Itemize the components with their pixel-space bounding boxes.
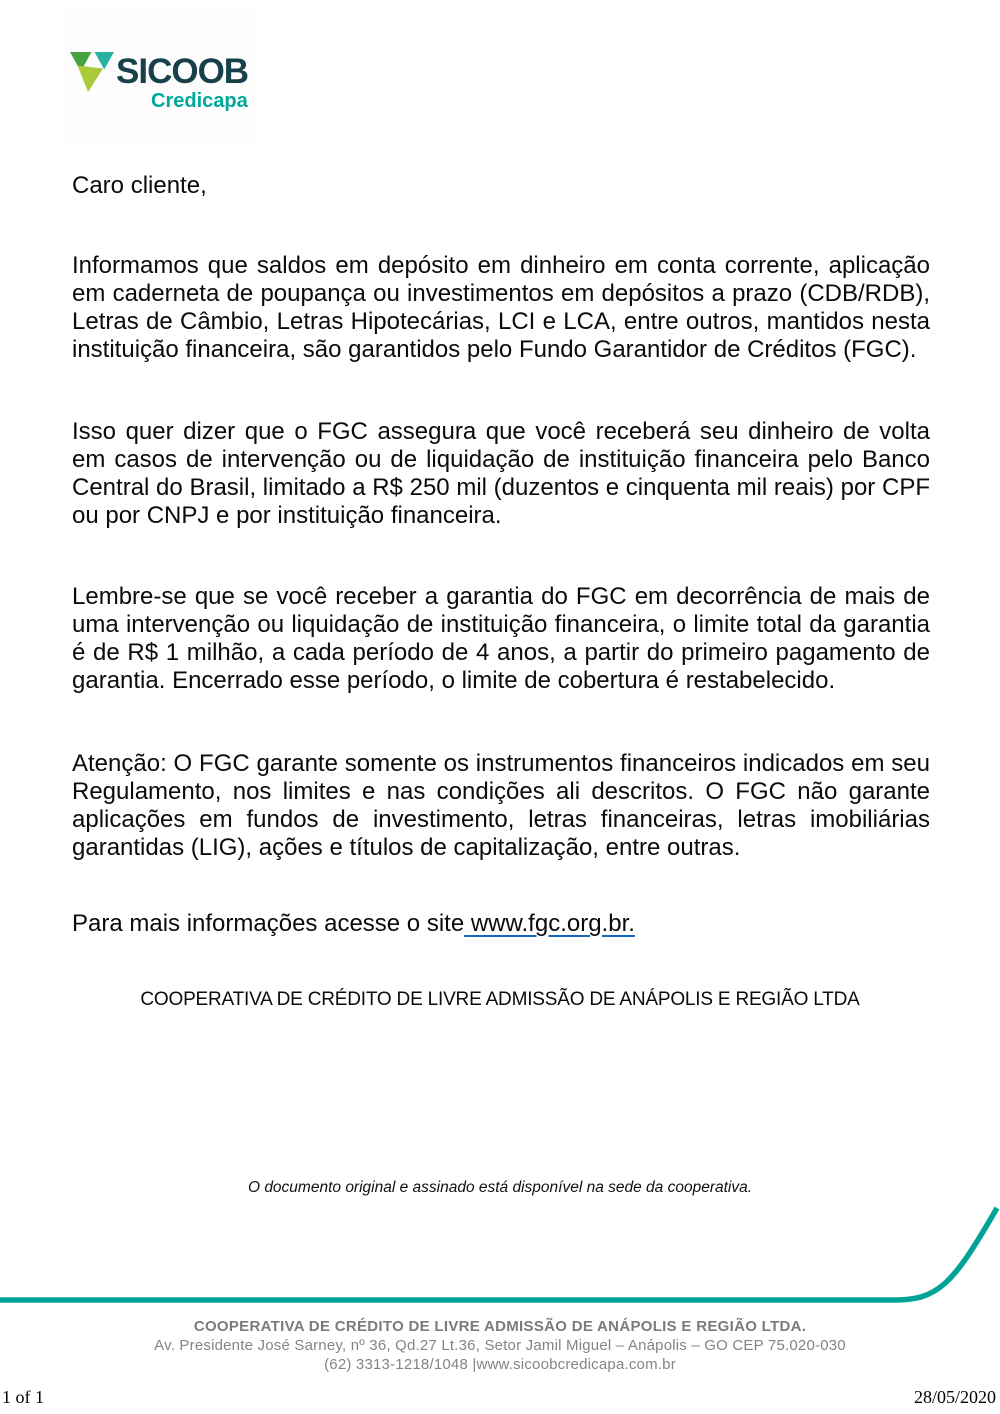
footer-address: Av. Presidente José Sarney, nº 36, Qd.27 Lt.36, Setor Jamil Miguel – Anápolis – GO CEP 75.020-030 — [154, 1337, 846, 1354]
paragraph-fgc-attention: Atenção: O FGC garante somente os instrumentos financeiros indicados em seu Regulamento, nos limites e nas condições ali descritos. O FGC não garante aplicações em fundos de investimento, letras financeiras, letras imobiliárias garantidas (LIG), ações e títulos de capitalização, entre outras. — [72, 750, 930, 861]
sicoob-triangle-icon — [70, 52, 114, 92]
teal-swoosh-line — [0, 1200, 1000, 1310]
logo-brand-text: SICOOB — [116, 52, 249, 91]
closing-line — [72, 910, 930, 938]
page-indicator: 1 of 1 — [2, 1387, 44, 1407]
closing-prefix-text: Para mais informações acesse o site — [72, 910, 465, 937]
sicoob-logo — [65, 10, 257, 140]
paragraph-fgc-total-limit: Lembre-se que se você receber a garantia do FGC em decorrência de mais de uma intervenção ou liquidação de instituição financeira, o limite total da garantia é de R$ 1 milhão, a cada período de 4 anos, a partir do primeiro pagamento de garantia. Encerrado esse período, o limite de cobertura é restabelecido. — [72, 583, 930, 694]
paragraph-fgc-guarantee: Informamos que saldos em depósito em dinheiro em conta corrente, aplicação em caderneta de poupança ou investimentos em depósitos a prazo (CDB/RDB), Letras de Câmbio, Letras Hipotecárias, LCI e LCA, entre outros, mantidos nesta instituição financeira, são garantidos pelo Fundo Garantidor de Créditos (FGC). — [72, 252, 930, 363]
footer-org-name: COOPERATIVA DE CRÉDITO DE LIVRE ADMISSÃO DE ANÁPOLIS E REGIÃO LTDA. — [193, 1318, 807, 1335]
fgc-website-link[interactable]: www.fgc.org.br. — [464, 910, 635, 937]
logo-subbrand-text: Credicapa — [151, 90, 248, 112]
cooperative-name-line: COOPERATIVA DE CRÉDITO DE LIVRE ADMISSÃO DE ANÁPOLIS E REGIÃO LTDA — [140, 989, 860, 1010]
document-date: 28/05/2020 — [913, 1387, 996, 1407]
paragraph-fgc-limit: Isso quer dizer que o FGC assegura que você receberá seu dinheiro de volta em casos de intervenção ou de liquidação de instituição financeira pelo Banco Central do Brasil, limitado a R$ 250 mil (duzentos e cinquenta mil reais) por CPF ou por CNPJ e por instituição financeira. — [72, 418, 930, 529]
original-document-notice: O documento original e assinado está disponível na sede da cooperativa. — [247, 1179, 753, 1196]
footer-contact: (62) 3313-1218/1048 |www.sicoobcredicapa.com.br — [324, 1356, 676, 1373]
footer — [0, 1318, 1000, 1374]
salutation: Caro cliente, — [72, 172, 207, 199]
